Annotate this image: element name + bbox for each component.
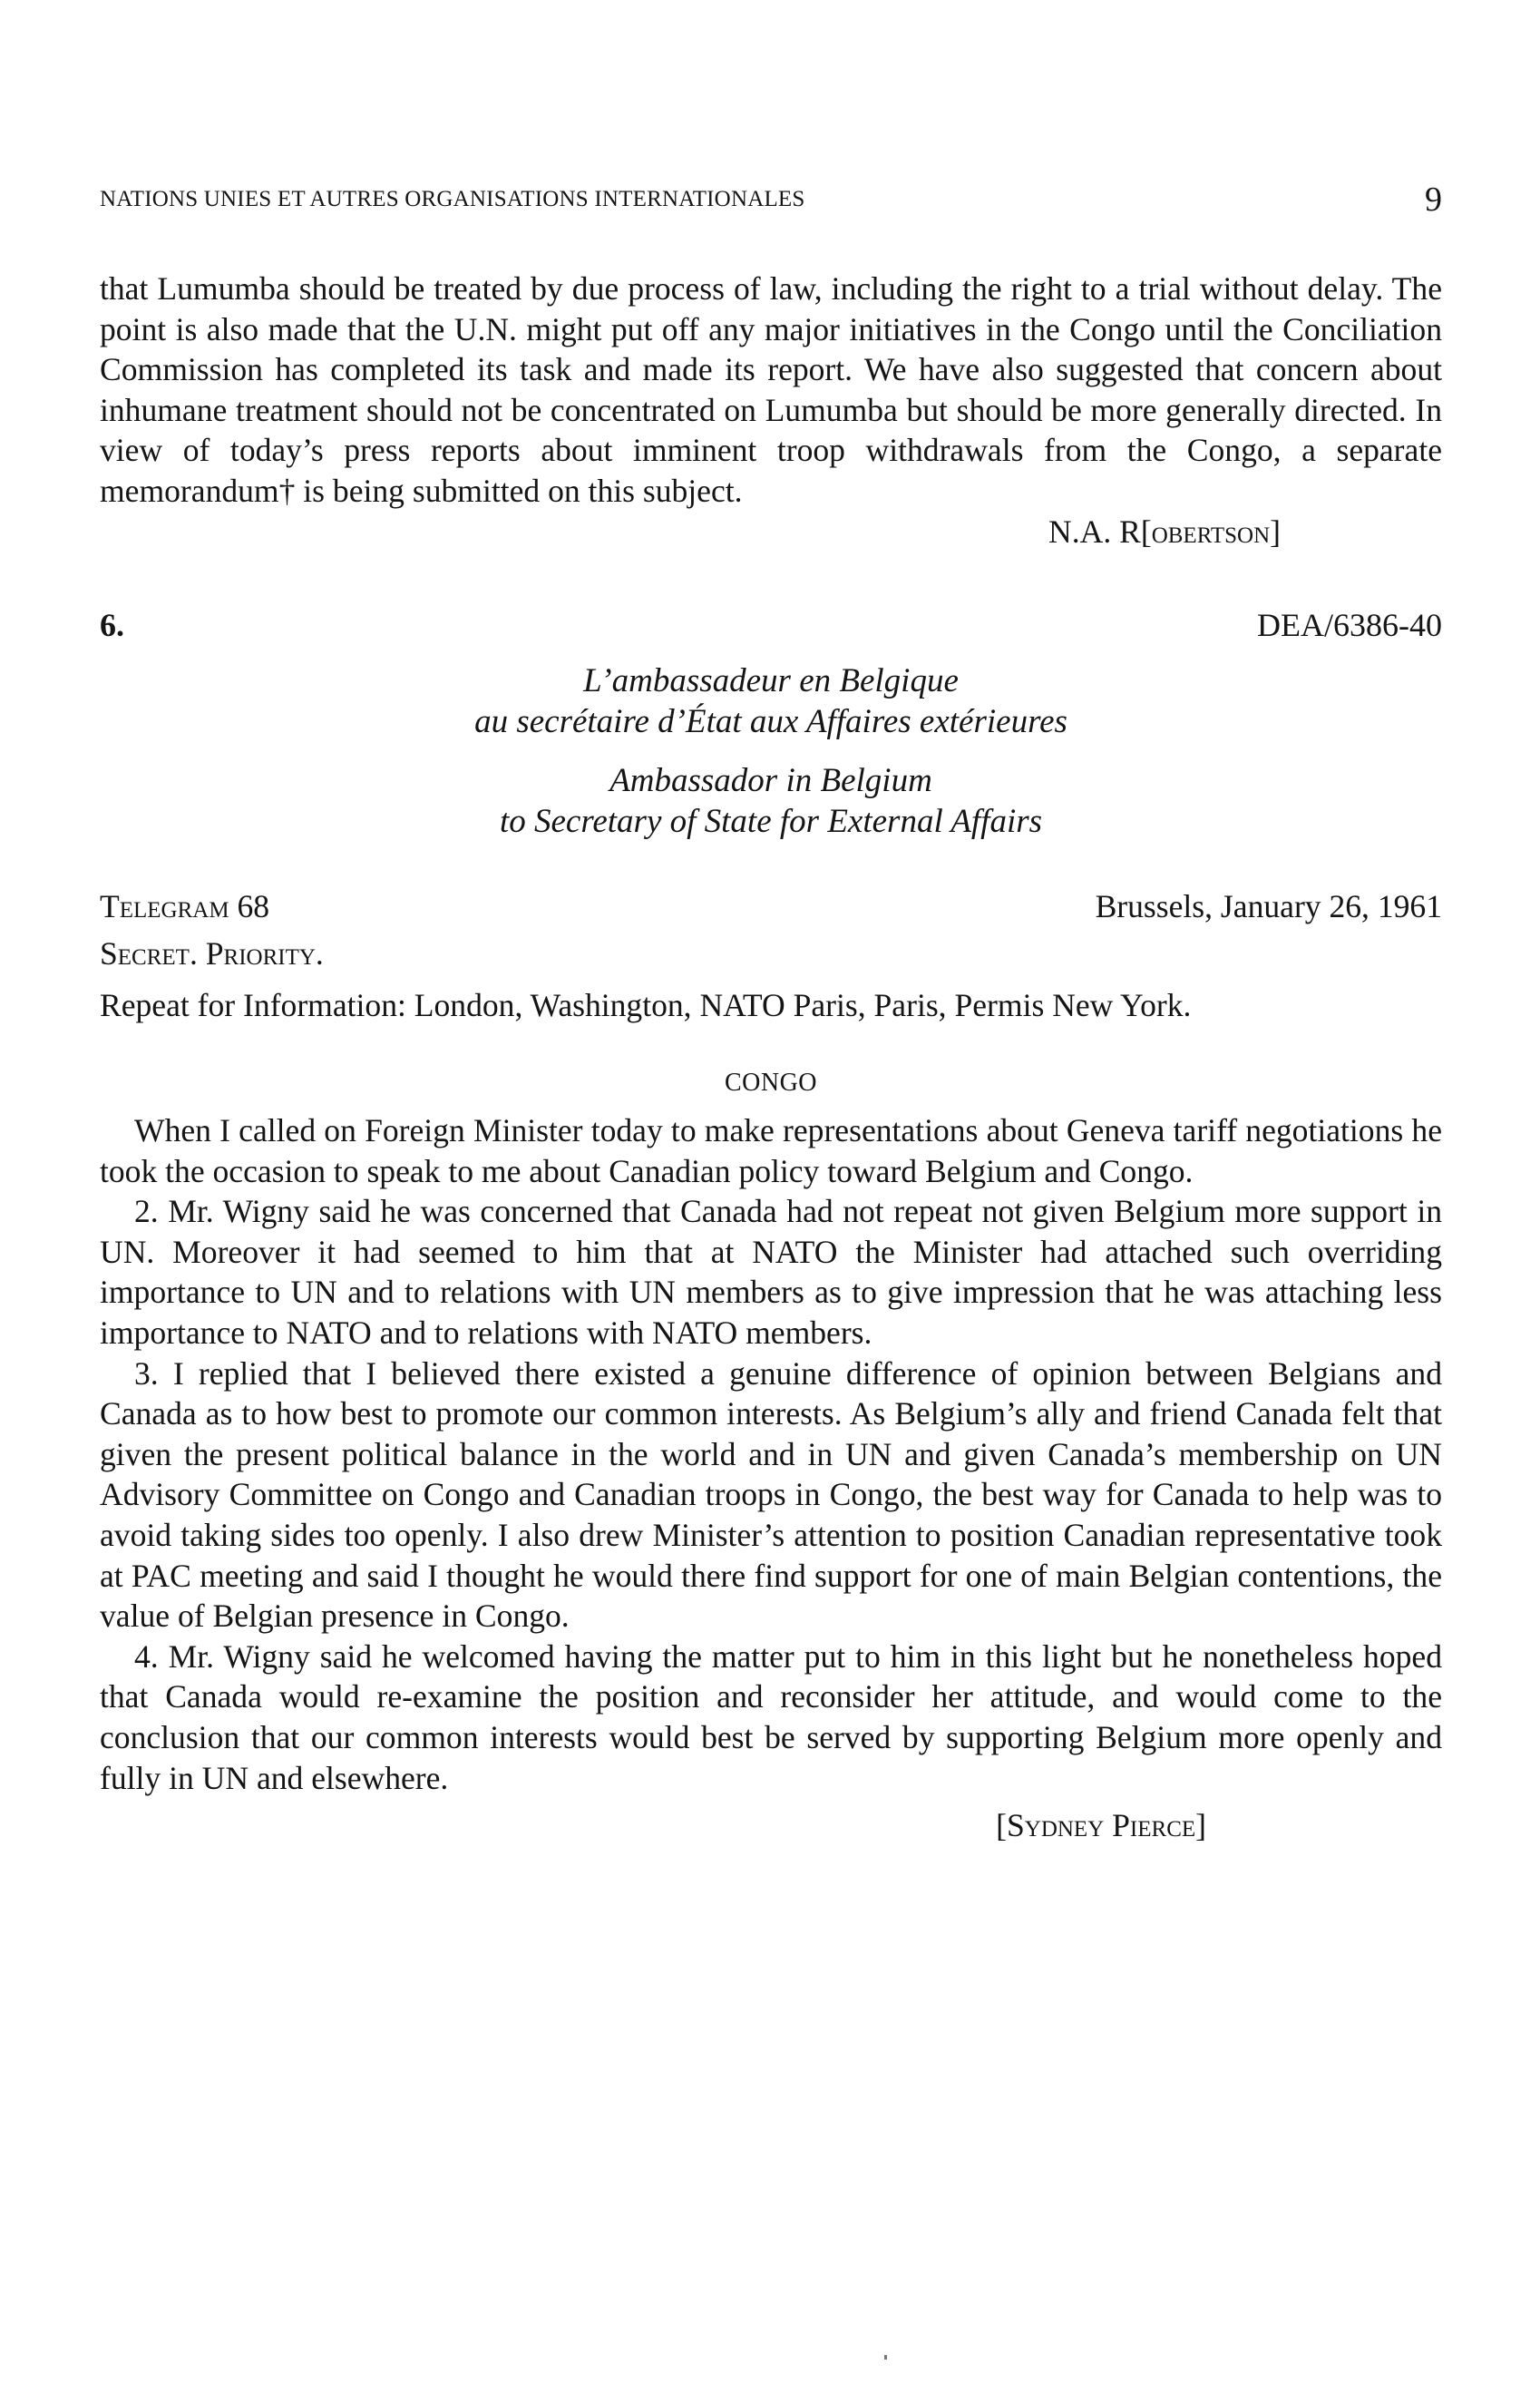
place-date: Brussels, January 26, 1961 [1095, 888, 1442, 924]
telegram-id [100, 887, 269, 925]
document-number-row [100, 606, 1442, 648]
document-heading [100, 660, 1442, 842]
body-paragraph-2: 2. Mr. Wigny said he was concerned that Canada had not repeat not given Belgium more support in UN. Moreover it had seemed to him that at NATO the Minister had attached such overriding importance to UN and to relations with UN members as to give impression that he was attaching less importance to NATO and to relations with NATO members. [100, 1193, 1442, 1351]
scan-speck [884, 2355, 887, 2360]
document-number: 6. [100, 607, 124, 643]
telegram-body [100, 1110, 1442, 1846]
body-paragraph-3: 3. I replied that I believed there existed a genuine difference of opinion between Belgians and Canada as to how best to promote our common interests. As Belgium’s ally and friend Canada felt that given the present political balance in the world and in UN and given Canada’s membership on UN Advisory Committee on Congo and Canadian troops in Congo, the best way for Canada to help was to avoid taking sides too openly. I also drew Minister’s attention to position Canadian representative took at PAC meeting and said I thought he would there find support for one of main Belgian contentions, the value of Belgian presence in Congo. [100, 1354, 1442, 1635]
classification-row [100, 934, 1442, 976]
previous-signature-rest: [obertson] [1140, 513, 1281, 550]
repeat-info: Repeat for Information: London, Washington, NATO Paris, Paris, Permis New York. [100, 987, 1192, 1023]
heading-en-line1: Ambassador in Belgium [609, 762, 932, 799]
heading-fr-line2: au secrétaire d’État aux Affaires extérieures [474, 703, 1067, 740]
repeat-row [100, 986, 1442, 1028]
body-paragraph-4: 4. Mr. Wigny said he welcomed having the matter put to him in this light but he nonetheless hoped that Canada would re-examine the position and reconsider her attitude, and would come to the conclusion that our common interests would best be served by supporting Belgium more openly and fully in UN and elsewhere. [100, 1637, 1442, 1796]
heading-en-line2: to Secretary of State for External Affairs [499, 803, 1043, 840]
subject-heading: CONGO [724, 1069, 818, 1097]
telegram-number: 68 [237, 888, 270, 924]
signature: [Sydney Pierce] [996, 1807, 1206, 1844]
heading-fr-line1: L’ambassadeur en Belgique [583, 662, 959, 699]
telegram-label: Telegram [100, 888, 229, 924]
previous-signature [100, 512, 1281, 552]
body-paragraph-1: When I called on Foreign Minister today to make representations about Geneva tariff negotiations he took the occasion to speak to me about Canadian policy toward Belgium and Congo. [100, 1112, 1442, 1189]
continuation-paragraph: that Lumumba should be treated by due process of law, including the right to a trial without delay. The point is also made that the U.N. might put off any major initiatives in the Congo until the Conciliation Commission has completed its task and made its report. We have also suggested that concern about inhumane treatment should not be concentrated on Lumumba but should be more generally directed. In view of today’s press reports about imminent troop withdrawals from the Congo, a separate memorandum† is being submitted on this subject. [100, 270, 1442, 509]
page-number: 9 [1425, 181, 1442, 219]
running-head-title: NATIONS UNIES ET AUTRES ORGANISATIONS INTERNATIONALES [100, 187, 805, 211]
previous-signature-initials: N.A. R [1048, 513, 1141, 550]
running-head [100, 183, 1442, 220]
classification: Secret. Priority. [100, 935, 324, 972]
document-reference: DEA/6386-40 [1257, 607, 1442, 643]
previous-document-continuation [100, 269, 1442, 552]
telegram-row [100, 887, 1442, 929]
